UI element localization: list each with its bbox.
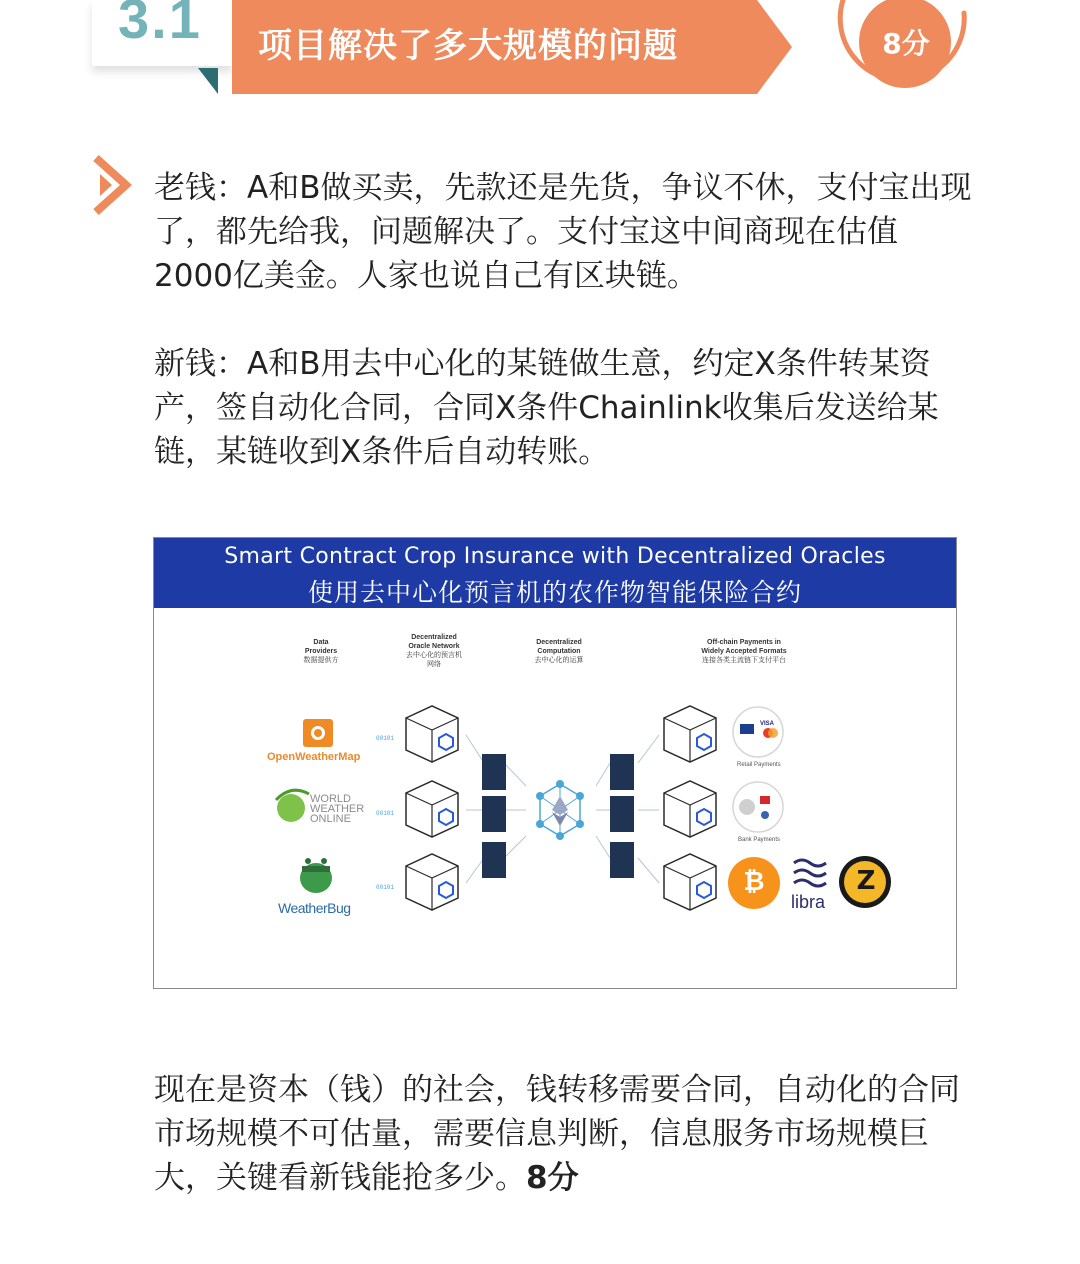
openweathermap-label: OpenWeatherMap <box>267 751 361 763</box>
bitcoin-symbol: ₿ <box>743 867 765 897</box>
chainlink-node-icon <box>406 781 458 837</box>
chainlink-node-icon <box>664 781 716 837</box>
chainlink-node-icon <box>664 854 716 910</box>
oracle-diagram-image <box>153 537 957 989</box>
section-number: 3.1 <box>118 0 202 50</box>
zcash-symbol: Z <box>856 866 876 896</box>
conclusion-text: 现在是资本（钱）的社会，钱转移需要合同，自动化的合同市场规模不可估量，需要信息判断，信息服务市场规模巨大，关键看新钱能抢多少。 <box>154 1072 960 1196</box>
data-bits-label: 00101 <box>376 884 395 891</box>
openweathermap-logo-icon <box>303 719 333 747</box>
bank-payments-icon <box>733 782 783 832</box>
weatherbug-logo-icon <box>300 858 332 893</box>
retail-payments-icon <box>733 707 783 757</box>
data-bits-label: 00101 <box>376 735 395 742</box>
conclusion-score: 8分 <box>526 1160 579 1196</box>
code-document-icon <box>482 754 506 878</box>
diagram-graphics <box>154 538 956 988</box>
column-label-computation: Decentralized Computation 去中心化的运算 <box>534 639 584 664</box>
figure-title-cn: 使用去中心化预言机的农作物智能保险合约 <box>307 578 802 607</box>
world-weather-online-label: WORLD WEATHER ONLINE <box>310 793 365 825</box>
score-value: 8分 <box>882 27 930 60</box>
data-bits-label: 00101 <box>376 810 395 817</box>
column-label-payments: Off-chain Payments in Widely Accepted Formats 连接各类主流链下支付平台 <box>701 639 787 664</box>
figure-title-en: Smart Contract Crop Insurance with Decentralized Oracles <box>224 544 886 569</box>
column-label-data-providers: Data Providers 数据提供方 <box>303 639 339 664</box>
retail-payments-label: Retail Payments <box>737 762 781 768</box>
ethereum-network-icon <box>536 780 584 840</box>
libra-label: libra <box>791 892 826 912</box>
old-money-paragraph: 老钱：A和B做买卖，先款还是先货，争议不休，支付宝出现了，都先给我，问题解决了。支付宝这中间商现在估值2000亿美金。人家也说自己有区块链。 <box>154 170 972 294</box>
chainlink-node-icon <box>664 706 716 762</box>
new-money-paragraph: 新钱：A和B用去中心化的某链做生意，约定X条件转某资产，签自动化合同，合同X条件Chainlink收集后发送给某链，某链收到X条件后自动转账。 <box>154 346 939 470</box>
bank-payments-label: Bank Payments <box>738 837 781 843</box>
paypal-label: PayPal <box>740 735 756 741</box>
section-title: 项目解决了多大规模的问题 <box>258 26 678 66</box>
code-document-icon <box>610 754 634 878</box>
banner-fold <box>198 68 218 94</box>
column-label-oracle-network: Decentralized Oracle Network 去中心化的预言机 网络 <box>406 634 462 668</box>
world-weather-online-logo-icon <box>276 790 309 822</box>
conclusion-paragraph <box>154 1068 974 1200</box>
weatherbug-label: WeatherBug <box>278 900 351 916</box>
chainlink-node-icon <box>406 854 458 910</box>
visa-label: VISA <box>760 721 775 727</box>
chainlink-node-icon <box>406 706 458 762</box>
chevron-bullet-icon <box>92 154 134 216</box>
libra-logo-icon <box>794 860 826 886</box>
